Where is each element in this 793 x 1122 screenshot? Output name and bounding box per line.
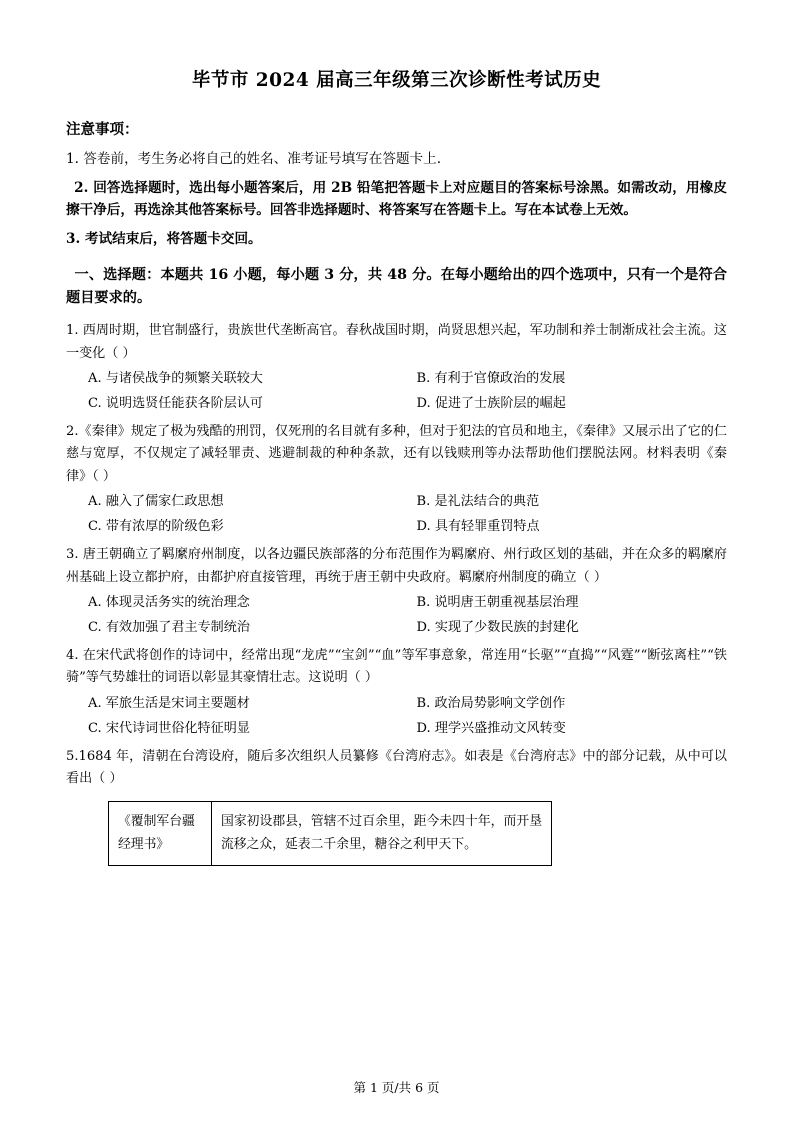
option-b[interactable]: B. 说明唐王朝重视基层治理 bbox=[416, 595, 579, 611]
question-options bbox=[66, 367, 727, 417]
option-a[interactable]: A. 与诸侯战争的频繁关联较大 bbox=[88, 371, 263, 387]
option-a[interactable]: A. 军旅生活是宋词主要题材 bbox=[88, 695, 250, 711]
option-d[interactable]: D. 实现了少数民族的封建化 bbox=[416, 620, 579, 636]
notice-item-1: 1. 答卷前，考生务必将自己的姓名、准考证号填写在答题卡上. bbox=[66, 151, 442, 167]
question-stem: 5.1684 年，清朝在台湾设府，随后多次组织人员纂修《台湾府志》。如表是《台湾府志》中的部分记载，从中可以看出（ ） bbox=[66, 748, 727, 787]
page-title: 毕节市 2024 届高三年级第三次诊断性考试历史 bbox=[191, 70, 602, 91]
table-cell-label: 《覆制军台疆经理书》 bbox=[109, 801, 212, 865]
option-c[interactable]: C. 有效加强了君主专制统治 bbox=[88, 620, 250, 636]
question-1 bbox=[66, 320, 727, 417]
option-c[interactable]: C. 说明选贤任能获各阶层认可 bbox=[88, 395, 264, 411]
question-options bbox=[66, 692, 727, 742]
question-stem: 3. 唐王朝确立了羁縻府州制度，以各边疆民族部落的分布范围作为羁縻府、州行政区划的基础，并在众多的羁縻府州基础上设立都护府，由都护府直接管理，再统于唐王朝中央政府。羁縻府州制度的确立（ ） bbox=[66, 547, 727, 585]
option-d[interactable]: D. 促进了士族阶层的崛起 bbox=[416, 395, 566, 411]
option-b[interactable]: B. 有利于官僚政治的发展 bbox=[416, 371, 566, 387]
question-2 bbox=[66, 421, 727, 540]
question-4 bbox=[66, 645, 727, 742]
option-c[interactable]: C. 宋代诗词世俗化特征明显 bbox=[88, 720, 250, 736]
question-options bbox=[66, 591, 727, 641]
page-footer: 第 1 页/共 6 页 bbox=[353, 1080, 440, 1095]
option-b[interactable]: B. 是礼法结合的典范 bbox=[416, 494, 540, 510]
question-stem: 2.《秦律》规定了极为残酷的刑罚，仅死刑的名目就有多种，但对于犯法的官员和地主，《秦律》又展示出了它的仁慈与宽厚，不仅规定了减轻罪责、逃避制裁的种种条款，还有以钱赎刑等办法帮助他们摆脱法网。材料表明《秦律》（ ） bbox=[66, 423, 727, 484]
option-d[interactable]: D. 理学兴盛推动文风转变 bbox=[416, 720, 566, 736]
notice-heading: 注意事项： bbox=[66, 121, 139, 138]
source-table bbox=[108, 801, 552, 866]
notice-item-3: 3. 考试结束后，将答题卡交回。 bbox=[66, 231, 262, 248]
question-5 bbox=[66, 746, 727, 866]
section-heading-choice: 一、选择题：本题共 16 小题，每小题 3 分，共 48 分。在每小题给出的四个选项中，只有一个是符合题目要求的。 bbox=[66, 267, 727, 307]
table-row bbox=[109, 801, 552, 865]
option-d[interactable]: D. 具有轻罪重罚特点 bbox=[416, 519, 540, 535]
question-3 bbox=[66, 544, 727, 641]
option-c[interactable]: C. 带有浓厚的阶级色彩 bbox=[88, 519, 224, 535]
notice-item-2: 2. 回答选择题时，选出每小题答案后，用 2B 铅笔把答题卡上对应题目的答案标号涂黑。如需改动，用橡皮擦干净后，再选涂其他答案标号。回答非选择题时、将答案写在答题卡上。写在本试卷上无效。 bbox=[66, 180, 727, 219]
option-a[interactable]: A. 融入了儒家仁政思想 bbox=[88, 494, 224, 510]
table-cell-content: 国家初设郡县，管辖不过百余里，距今未四十年，而开垦流移之众，延表二千余里，糖谷之利甲天下。 bbox=[212, 801, 552, 865]
question-options bbox=[66, 490, 727, 540]
question-stem: 1. 西周时期，世官制盛行，贵族世代垄断高官。春秋战国时期，尚贤思想兴起，军功制和养士制渐成社会主流。这一变化（ ） bbox=[66, 323, 727, 361]
option-a[interactable]: A. 体现灵活务实的统治理念 bbox=[88, 595, 250, 611]
question-stem: 4. 在宋代武将创作的诗词中，经常出现“龙虎”“宝剑”“血”等军事意象，常连用“长驱”“直捣”“风霆”“断弦离柱”“铁骑”等气势雄壮的词语以彰显其豪情壮志。这说明（ ） bbox=[66, 647, 727, 686]
option-b[interactable]: B. 政治局势影响文学创作 bbox=[416, 695, 566, 711]
